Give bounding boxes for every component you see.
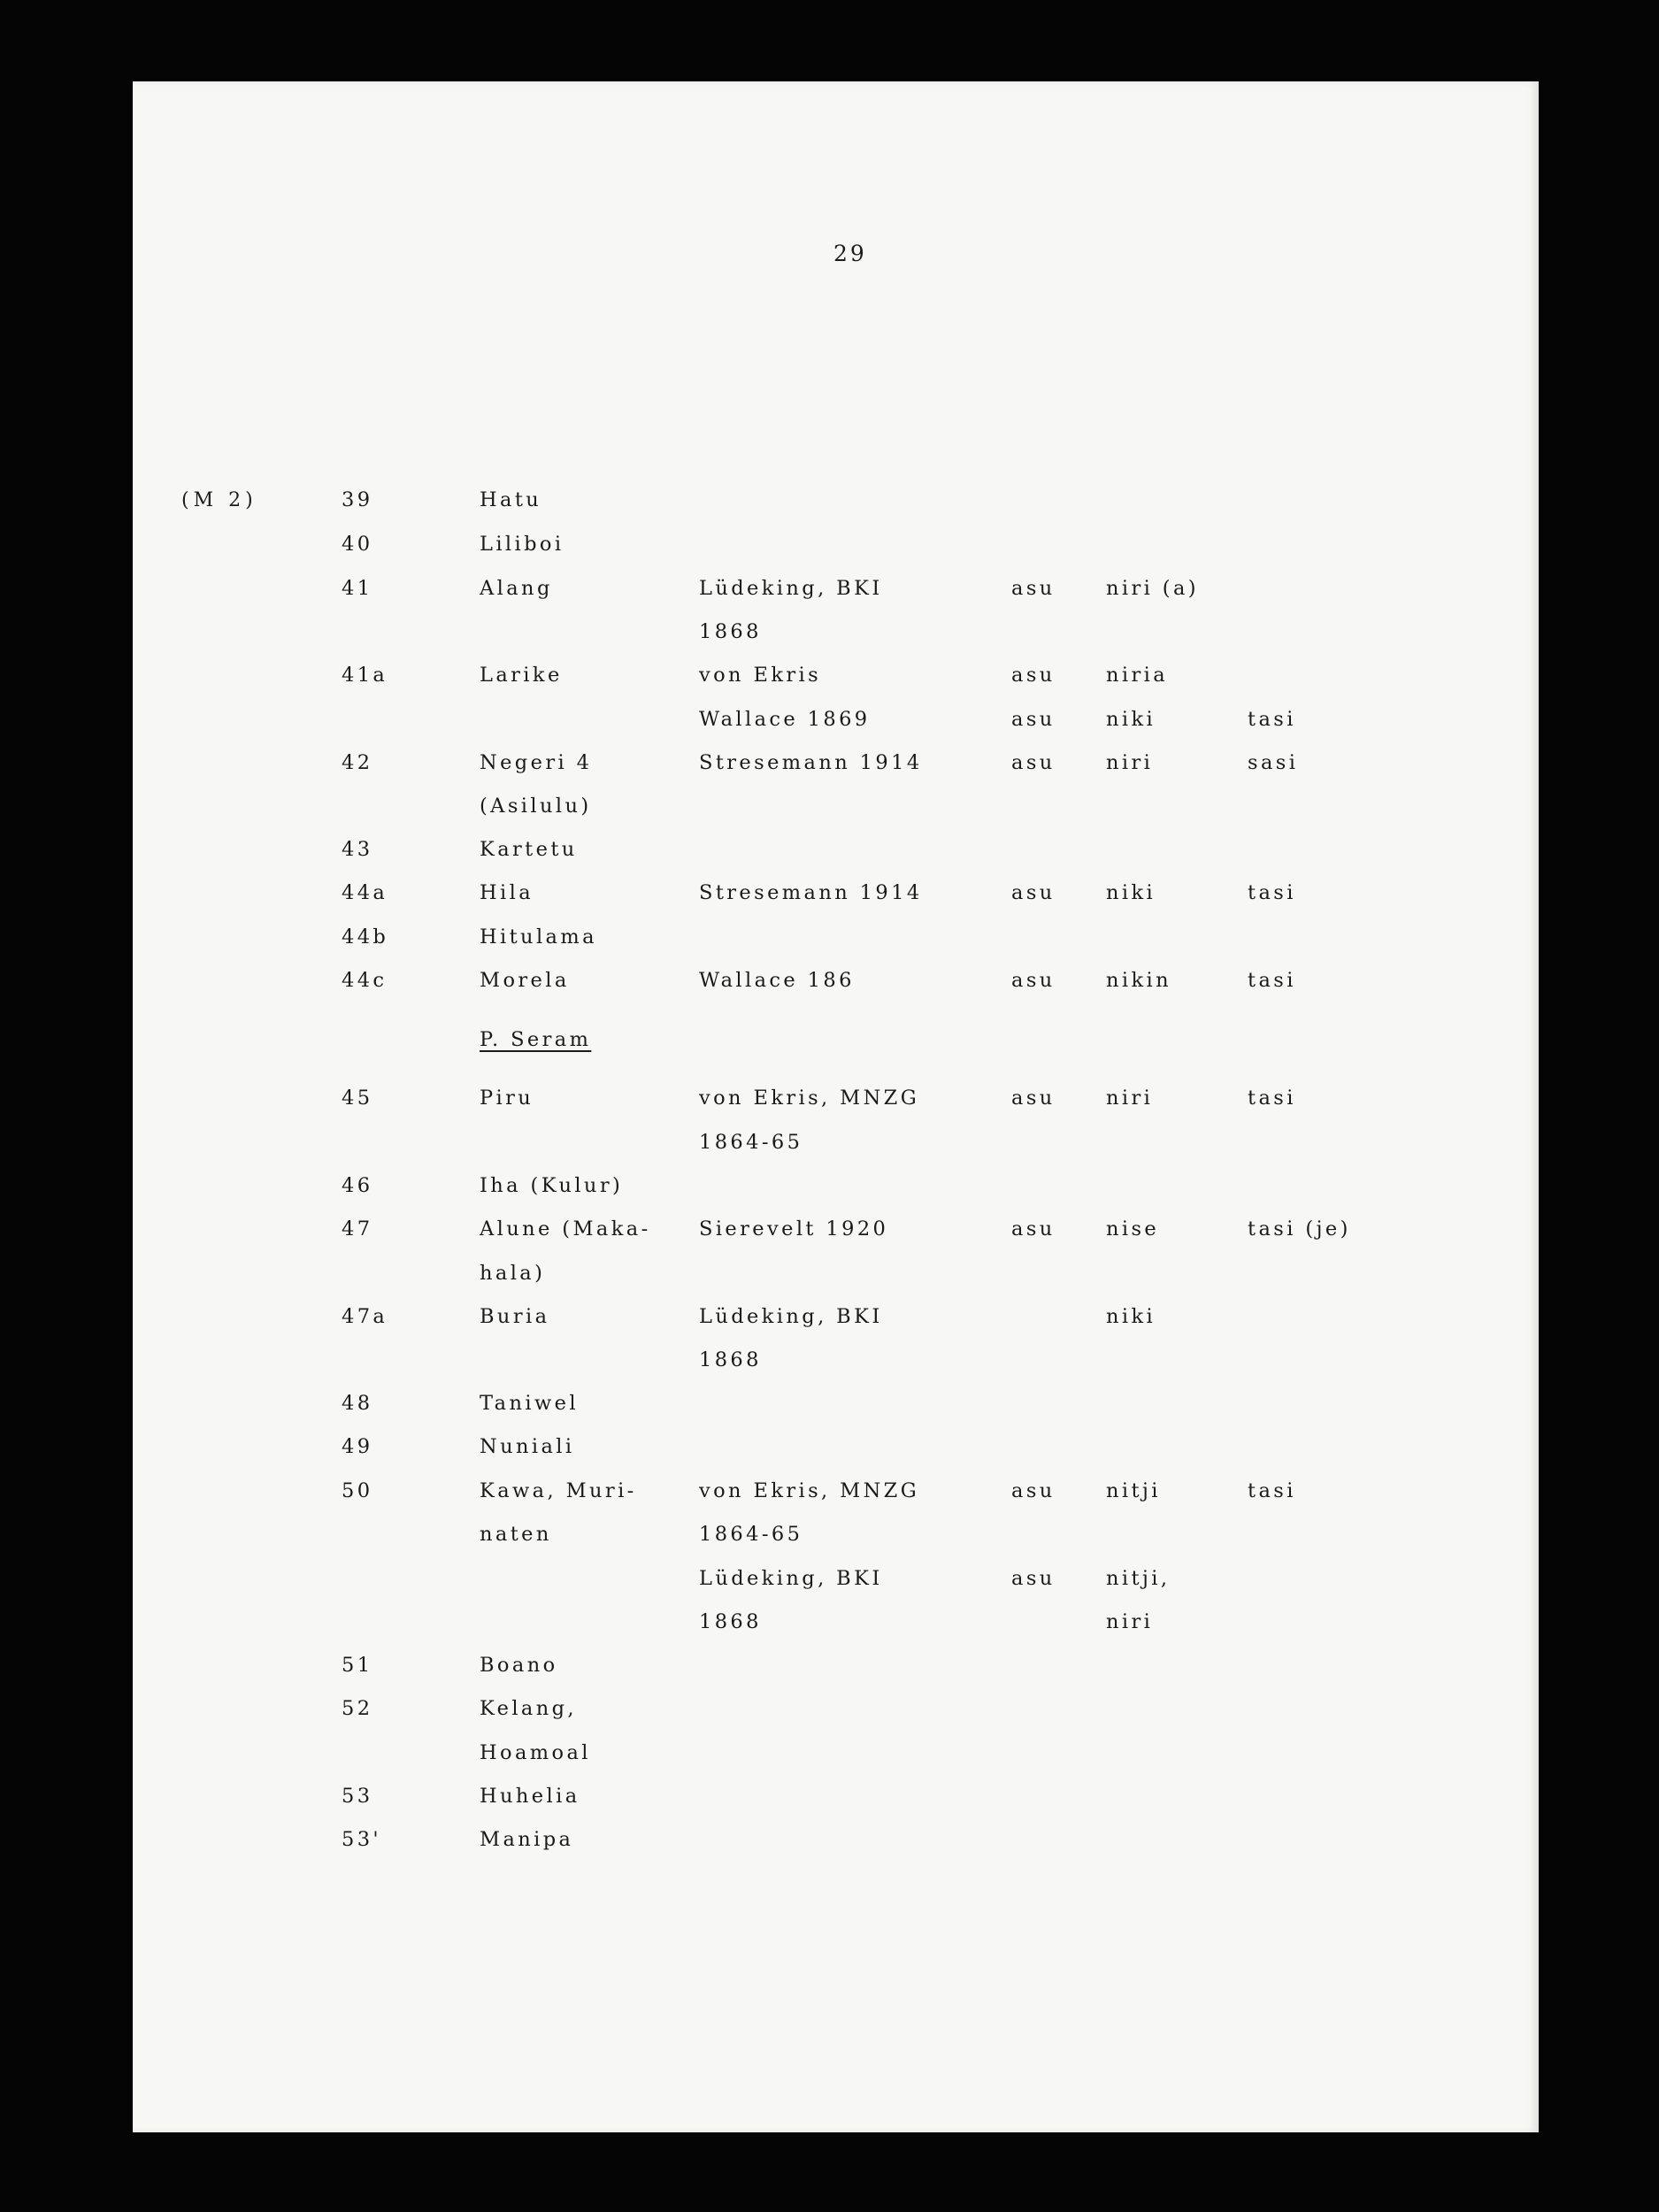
cell-word3: tasi — [1248, 969, 1296, 992]
cell-num: 48 — [342, 1392, 373, 1415]
cell-word3: tasi — [1248, 708, 1296, 731]
cell-num: 53' — [342, 1828, 382, 1851]
cell-source: 1868 — [699, 620, 762, 643]
cell-name: Huhelia — [480, 1785, 580, 1808]
cell-source: Stresemann 1914 — [699, 881, 923, 904]
cell-word1: asu — [1011, 664, 1056, 687]
cell-word3: tasi (je) — [1248, 1217, 1351, 1240]
cell-source: 1868 — [699, 1610, 762, 1633]
cell-source: Lüdeking, BKI — [699, 577, 883, 600]
section-heading: P. Seram — [480, 1028, 592, 1051]
cell-word1: asu — [1011, 751, 1056, 774]
cell-name: Morela — [480, 969, 570, 992]
cell-num: 47 — [342, 1217, 373, 1240]
page-number: 29 — [833, 241, 867, 266]
cell-name: Alune (Maka- — [480, 1217, 651, 1240]
cell-name: Buria — [480, 1305, 550, 1328]
cell-name: Piru — [480, 1087, 534, 1110]
cell-word2: niri — [1106, 751, 1154, 774]
cell-source: Lüdeking, BKI — [699, 1305, 883, 1328]
cell-num: 41a — [342, 664, 388, 687]
cell-name: Boano — [480, 1654, 558, 1677]
cell-num: 44a — [342, 881, 388, 904]
cell-word3: tasi — [1248, 1479, 1296, 1502]
cell-source: Lüdeking, BKI — [699, 1567, 883, 1590]
cell-word2: nitji, — [1106, 1567, 1171, 1590]
cell-num: 50 — [342, 1479, 373, 1502]
cell-source: 1864-65 — [699, 1523, 803, 1546]
cell-num: 39 — [342, 488, 373, 511]
cell-source: Wallace 1869 — [699, 708, 871, 731]
cell-name: Kawa, Muri- — [480, 1479, 637, 1502]
cell-name: Hitulama — [480, 926, 597, 949]
cell-num: 43 — [342, 838, 373, 861]
cell-word2: niri — [1106, 1087, 1154, 1110]
cell-word1: asu — [1011, 1217, 1056, 1240]
cell-word2: nikin — [1106, 969, 1172, 992]
cell-num: 51 — [342, 1654, 373, 1677]
cell-source: von Ekris — [699, 664, 822, 687]
cell-source: Wallace 186 — [699, 969, 855, 992]
cell-num: 46 — [342, 1174, 373, 1197]
cell-word3: tasi — [1248, 881, 1296, 904]
cell-name: Alang — [480, 577, 553, 600]
cell-word2: niki — [1106, 881, 1156, 904]
cell-name: Kelang, — [480, 1697, 577, 1720]
cell-num: 40 — [342, 533, 373, 556]
cell-num: 41 — [342, 577, 373, 600]
cell-name: Taniwel — [480, 1392, 579, 1415]
cell-source: Sierevelt 1920 — [699, 1217, 889, 1240]
cell-num: 45 — [342, 1087, 373, 1110]
cell-word1: asu — [1011, 1479, 1056, 1502]
cell-num: 53 — [342, 1785, 373, 1808]
cell-name: Larike — [480, 664, 563, 687]
cell-word3: tasi — [1248, 1087, 1296, 1110]
cell-source: von Ekris, MNZG — [699, 1479, 920, 1502]
cell-word2: niri (a) — [1106, 577, 1199, 600]
cell-name: Hila — [480, 881, 534, 904]
cell-name: Manipa — [480, 1828, 574, 1851]
cell-word1: asu — [1011, 577, 1056, 600]
cell-name: Nuniali — [480, 1435, 575, 1458]
cell-name: (Asilulu) — [480, 795, 592, 818]
cell-word2: nitji — [1106, 1479, 1161, 1502]
cell-num: 49 — [342, 1435, 373, 1458]
cell-word3: sasi — [1248, 751, 1299, 774]
cell-name: hala) — [480, 1262, 546, 1285]
cell-name: Hoamoal — [480, 1741, 591, 1764]
cell-word2: niria — [1106, 664, 1169, 687]
cell-source: von Ekris, MNZG — [699, 1087, 920, 1110]
cell-name: naten — [480, 1523, 552, 1546]
cell-source: 1868 — [699, 1348, 762, 1371]
cell-word2: niki — [1106, 1305, 1156, 1328]
cell-name: Negeri 4 — [480, 751, 593, 774]
cell-word2: niki — [1106, 708, 1156, 731]
cell-num: 42 — [342, 751, 373, 774]
cell-name: Hatu — [480, 488, 542, 511]
cell-name: Iha (Kulur) — [480, 1174, 624, 1197]
cell-word1: asu — [1011, 969, 1056, 992]
cell-word1: asu — [1011, 708, 1056, 731]
cell-source: 1864-65 — [699, 1131, 803, 1154]
cell-num: 44b — [342, 926, 389, 949]
cell-source: Stresemann 1914 — [699, 751, 923, 774]
cell-word1: asu — [1011, 1087, 1056, 1110]
cell-word1: asu — [1011, 1567, 1056, 1590]
cell-num: 44c — [342, 969, 388, 992]
cell-num: 47a — [342, 1305, 388, 1328]
cell-word2: nise — [1106, 1217, 1160, 1240]
cell-word2: niri — [1106, 1610, 1154, 1633]
cell-name: Kartetu — [480, 838, 578, 861]
cell-name: Liliboi — [480, 533, 565, 556]
cell-word1: asu — [1011, 881, 1056, 904]
margin-reference: (M 2) — [181, 489, 257, 511]
cell-num: 52 — [342, 1697, 373, 1720]
